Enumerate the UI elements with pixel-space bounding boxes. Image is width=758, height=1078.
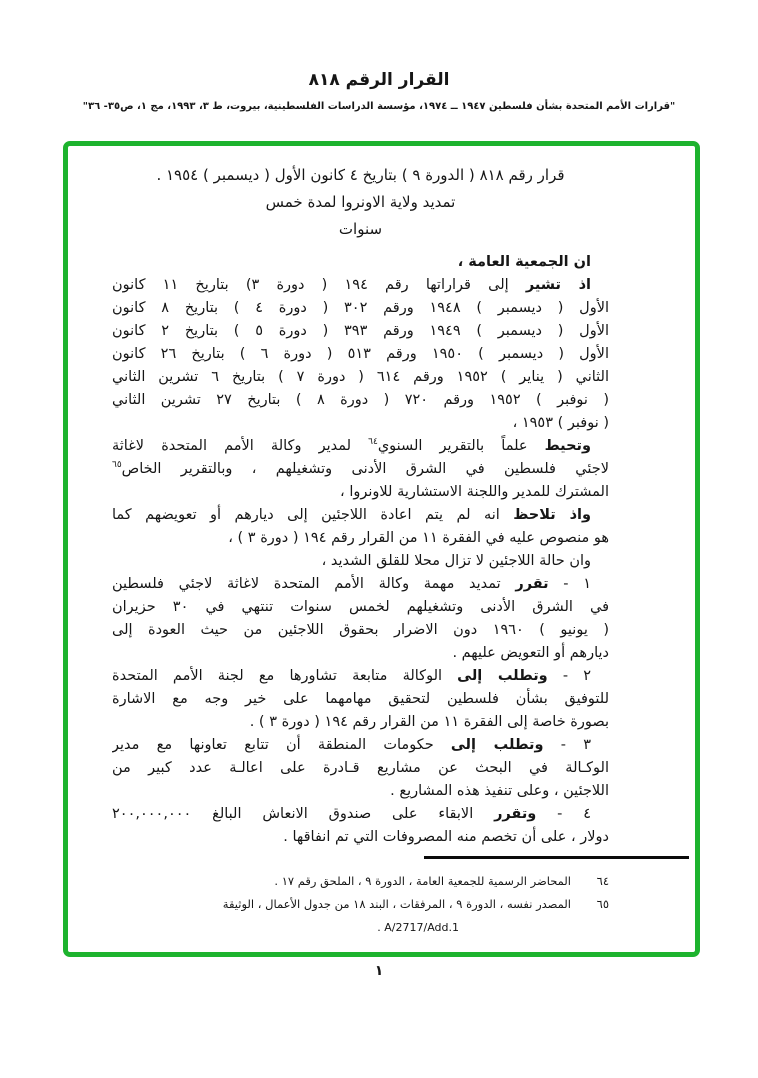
body-line (112, 642, 609, 665)
body-line (112, 734, 609, 757)
body-line (112, 343, 609, 366)
resolution-heading-line: قرار رقم ٨١٨ ( الدورة ٩ ) بتاريخ ٤ كانون الأول ( ديسمبر ) ١٩٥٤ . (156, 166, 565, 184)
footnotes-block (112, 870, 609, 916)
footnote-marker: ٦٥ (112, 460, 122, 471)
footnote-separator (424, 856, 689, 859)
body-line (112, 297, 609, 320)
line-text: اللاجئين ، وعلى تنفيذ هذه المشاريع . (390, 783, 609, 799)
page-title: القرار الرقم ٨١٨ (308, 70, 450, 90)
body-line (112, 596, 609, 619)
line-text: تقرر (515, 576, 549, 592)
body-line (112, 826, 609, 849)
line-text: الأول ( ديسمبر ) ١٩٤٨ ورقم ٣٠٢ ( دورة ٤ ) بتاريخ ٨ كانون (112, 300, 609, 316)
line-text: ١ - (548, 576, 591, 592)
line-text: وان حالة اللاجئين لا تزال محلا للقلق الشديد ، (321, 553, 591, 569)
body-line (112, 320, 609, 343)
line-text: ٤ - (536, 806, 591, 822)
body-line (112, 504, 609, 527)
line-text: حكومات المنطقة أن تتابع تعاونها مع مدير (112, 737, 451, 753)
line-text: الثاني ( يناير ) ١٩٥٢ ورقم ٦١٤ ( دورة ٧ ) بتاريخ ٦ تشرين الثاني (112, 369, 609, 385)
footnote-marker: ٦٤ (368, 437, 378, 448)
line-text: المشترك للمدير واللجنة الاستشارية للاونروا ، (340, 484, 609, 500)
body-line (112, 665, 609, 688)
line-text: دولار ، على أن تخصم منه المصروفات التي تم انفاقها . (283, 829, 609, 845)
body-line (112, 527, 609, 550)
resolution-heading-line: سنوات (338, 220, 383, 238)
line-text: هو منصوص عليه في الفقرة ١١ من القرار رقم ١٩٤ ( دورة ٣ ) ، (228, 530, 609, 546)
footnote-number: ٦٤ (596, 874, 609, 888)
line-text: وتطلب إلى (450, 737, 544, 753)
page-number: ١ (374, 963, 384, 979)
body-line (112, 688, 609, 711)
body-line (112, 803, 609, 826)
line-text: انه لم يتم اعادة اللاجئين إلى ديارهم أو تعويضهم كما (112, 507, 514, 523)
body-line (112, 458, 609, 481)
body-line (112, 389, 609, 412)
footnote-text: المحاضر الرسمية للجمعية العامة ، الدورة ٩ ، الملحق رقم ١٧ . (274, 874, 571, 888)
line-text: ان الجمعية العامة ، (457, 254, 591, 270)
footnote-number: ٦٥ (596, 897, 609, 911)
footnote (112, 870, 609, 893)
body-line (112, 481, 609, 504)
line-text: لمدير وكالة الأمم المتحدة لاغاثة (112, 438, 369, 454)
line-text: لاجئي فلسطين في الشرق الأدنى وتشغيلهم ، وبالتقرير الخاص (121, 461, 609, 477)
line-text: للتوفيق بشأن فلسطين لتحقيق مهامهما على خير وجه مع الاشارة (112, 691, 609, 707)
body-line (112, 780, 609, 803)
line-text: في الشرق الأدنى وتشغيلهم لخمس سنوات تنتهي في ٣٠ حزيران (112, 599, 609, 615)
line-text: بصورة خاصة إلى الفقرة ١١ من القرار رقم ١٩٤ ( دورة ٣ ) . (249, 714, 609, 730)
line-text: علماً بالتقرير السنوي (377, 438, 545, 454)
resolution-body (112, 251, 609, 849)
document-reference: A/2717/Add.1 . (377, 921, 459, 934)
line-text: ٢ - (547, 668, 592, 684)
line-text: الأول ( ديسمبر ) ١٩٤٩ ورقم ٣٩٣ ( دورة ٥ ) بتاريخ ٢ كانون (112, 323, 609, 339)
body-line (112, 251, 609, 274)
body-line (112, 366, 609, 389)
body-line (112, 711, 609, 734)
line-text: واذ تلاحظ (513, 507, 591, 523)
body-line (112, 619, 609, 642)
footnote (112, 893, 609, 916)
line-text: ( نوفبر ) ١٩٥٣ ، (512, 415, 609, 431)
resolution-heading-line: تمديد ولاية الاونروا لمدة خمس (265, 193, 456, 211)
line-text: الوكالة متابعة تشاورها مع لجنة الأمم المتحدة (112, 668, 458, 684)
footnote-text: المصدر نفسه ، الدورة ٩ ، المرفقات ، البند ١٨ من جدول الأعمال ، الوثيقة (222, 897, 571, 911)
body-line (112, 435, 609, 458)
body-line (112, 274, 609, 297)
line-text: ( نوفبر ) ١٩٥٢ ورقم ٧٢٠ ( دورة ٨ ) بتاريخ ٢٧ تشرين الثاني (112, 392, 609, 408)
body-line (112, 573, 609, 596)
body-line (112, 412, 609, 435)
line-text: اذ تشير (525, 277, 591, 293)
line-text: ديارهم أو التعويض عليهم . (452, 645, 609, 661)
line-text: الابقاء على صندوق الانعاش البالغ ٢٠٠,٠٠٠,٠٠٠ (112, 806, 495, 822)
line-text: الأول ( ديسمبر ) ١٩٥٠ ورقم ٥١٣ ( دورة ٦ ) بتاريخ ٢٦ كانون (112, 346, 609, 362)
document-frame (63, 141, 700, 957)
source-citation: "قرارات الأمم المتحدة بشأن فلسطين ١٩٤٧ ــ ١٩٧٤، مؤسسة الدراسات الفلسطينية، بيروت، ط ٣، ١٩٩٣، مج ١، ص٣٥- ٣٦" (82, 101, 676, 112)
document-content (68, 146, 695, 952)
body-line (112, 550, 609, 573)
line-text: الوكـالة في البحث عن مشاريع قـادرة على اعالـة عدد كبير من (112, 760, 609, 776)
line-text: ( يونيو ) ١٩٦٠ دون الاضرار بحقوق اللاجئين من حيث العودة إلى (112, 622, 609, 638)
line-text: تمديد مهمة وكالة الأمم المتحدة لاغاثة لاجئي فلسطين (112, 576, 516, 592)
line-text: وتحيط (544, 438, 592, 454)
line-text: وتقرر (494, 806, 537, 822)
line-text: ٣ - (543, 737, 591, 753)
body-line (112, 757, 609, 780)
line-text: إلى قراراتها رقم ١٩٤ ( دورة ٣) بتاريخ ١١ كانون (112, 277, 526, 293)
line-text: وتطلب إلى (457, 668, 548, 684)
